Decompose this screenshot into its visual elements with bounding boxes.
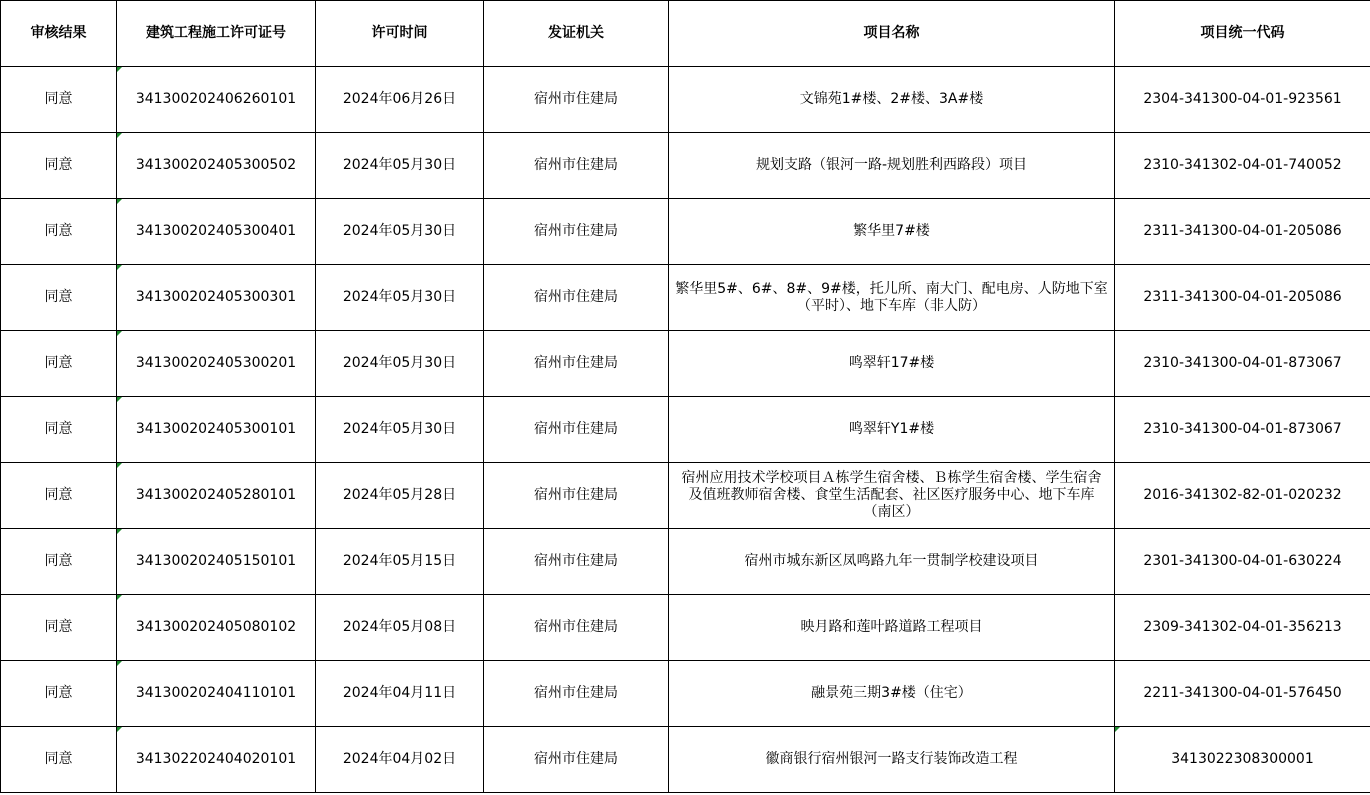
cell-code: 2310-341302-04-01-740052: [1115, 133, 1370, 199]
cell-result: 同意: [1, 67, 117, 133]
cell-authority: 宿州市住建局: [484, 331, 669, 397]
cell-license: 341300202406260101: [117, 67, 316, 133]
cell-date: 2024年04月11日: [316, 661, 484, 727]
cell-project: 鸣翠轩Y1#楼: [669, 397, 1115, 463]
table-row: [1, 463, 1370, 529]
cell-project: 鸣翠轩17#楼: [669, 331, 1115, 397]
cell-date: 2024年05月08日: [316, 595, 484, 661]
cell-result: 同意: [1, 199, 117, 265]
cell-project: 宿州应用技术学校项目Ａ栋学生宿舍楼、Ｂ栋学生宿舍楼、学生宿舍及值班教师宿舍楼、食堂生活配套、社区医疗服务中心、地下车库（南区）: [669, 463, 1115, 529]
cell-license: 341300202405280101: [117, 463, 316, 529]
table-row: [1, 265, 1370, 331]
cell-result: 同意: [1, 727, 117, 793]
cell-license: 341300202405300201: [117, 331, 316, 397]
cell-project: 繁华里5#、6#、8#、9#楼，托儿所、南大门、配电房、人防地下室（平时）、地下车库（非人防）: [669, 265, 1115, 331]
cell-date: 2024年05月15日: [316, 529, 484, 595]
cell-date: 2024年05月30日: [316, 397, 484, 463]
cell-date: 2024年05月30日: [316, 133, 484, 199]
cell-license: 341302202404020101: [117, 727, 316, 793]
table-row: [1, 331, 1370, 397]
cell-code: 2310-341300-04-01-873067: [1115, 331, 1370, 397]
cell-project: 宿州市城东新区凤鸣路九年一贯制学校建设项目: [669, 529, 1115, 595]
cell-result: 同意: [1, 595, 117, 661]
cell-license: 341300202405150101: [117, 529, 316, 595]
cell-date: 2024年05月30日: [316, 199, 484, 265]
cell-result: 同意: [1, 133, 117, 199]
cell-result: 同意: [1, 463, 117, 529]
cell-code: 2310-341300-04-01-873067: [1115, 397, 1370, 463]
header-date: 许可时间: [316, 1, 484, 67]
table-row: [1, 595, 1370, 661]
cell-code: 3413022308300001: [1115, 727, 1370, 793]
cell-result: 同意: [1, 661, 117, 727]
header-row: [1, 1, 1370, 67]
cell-license: 341300202405300301: [117, 265, 316, 331]
header-result: 审核结果: [1, 1, 117, 67]
header-license: 建筑工程施工许可证号: [117, 1, 316, 67]
cell-license: 341300202405080102: [117, 595, 316, 661]
cell-license: 341300202405300401: [117, 199, 316, 265]
cell-project: 融景苑三期3#楼（住宅）: [669, 661, 1115, 727]
cell-authority: 宿州市住建局: [484, 595, 669, 661]
cell-date: 2024年04月02日: [316, 727, 484, 793]
cell-authority: 宿州市住建局: [484, 463, 669, 529]
cell-code: 2301-341300-04-01-630224: [1115, 529, 1370, 595]
cell-project: 徽商银行宿州银河一路支行装饰改造工程: [669, 727, 1115, 793]
cell-project: 文锦苑1#楼、2#楼、3A#楼: [669, 67, 1115, 133]
cell-code: 2311-341300-04-01-205086: [1115, 199, 1370, 265]
cell-date: 2024年05月30日: [316, 265, 484, 331]
cell-result: 同意: [1, 397, 117, 463]
cell-authority: 宿州市住建局: [484, 397, 669, 463]
cell-date: 2024年06月26日: [316, 67, 484, 133]
cell-code: 2304-341300-04-01-923561: [1115, 67, 1370, 133]
table-row: [1, 199, 1370, 265]
header-code: 项目统一代码: [1115, 1, 1370, 67]
table-row: [1, 727, 1370, 793]
cell-code: 2309-341302-04-01-356213: [1115, 595, 1370, 661]
header-authority: 发证机关: [484, 1, 669, 67]
cell-code: 2311-341300-04-01-205086: [1115, 265, 1370, 331]
cell-code: 2016-341302-82-01-020232: [1115, 463, 1370, 529]
table-row: [1, 133, 1370, 199]
cell-result: 同意: [1, 331, 117, 397]
cell-date: 2024年05月30日: [316, 331, 484, 397]
cell-project: 繁华里7#楼: [669, 199, 1115, 265]
cell-authority: 宿州市住建局: [484, 727, 669, 793]
cell-project: 规划支路（银河一路-规划胜利西路段）项目: [669, 133, 1115, 199]
cell-authority: 宿州市住建局: [484, 265, 669, 331]
cell-result: 同意: [1, 529, 117, 595]
table-row: [1, 67, 1370, 133]
cell-code: 2211-341300-04-01-576450: [1115, 661, 1370, 727]
cell-project: 映月路和莲叶路道路工程项目: [669, 595, 1115, 661]
cell-license: 341300202405300101: [117, 397, 316, 463]
cell-license: 341300202405300502: [117, 133, 316, 199]
cell-license: 341300202404110101: [117, 661, 316, 727]
table-row: [1, 529, 1370, 595]
cell-authority: 宿州市住建局: [484, 67, 669, 133]
table-row: [1, 397, 1370, 463]
cell-authority: 宿州市住建局: [484, 529, 669, 595]
cell-date: 2024年05月28日: [316, 463, 484, 529]
cell-authority: 宿州市住建局: [484, 133, 669, 199]
cell-authority: 宿州市住建局: [484, 199, 669, 265]
header-project: 项目名称: [669, 1, 1115, 67]
table-row: [1, 661, 1370, 727]
cell-result: 同意: [1, 265, 117, 331]
cell-authority: 宿州市住建局: [484, 661, 669, 727]
